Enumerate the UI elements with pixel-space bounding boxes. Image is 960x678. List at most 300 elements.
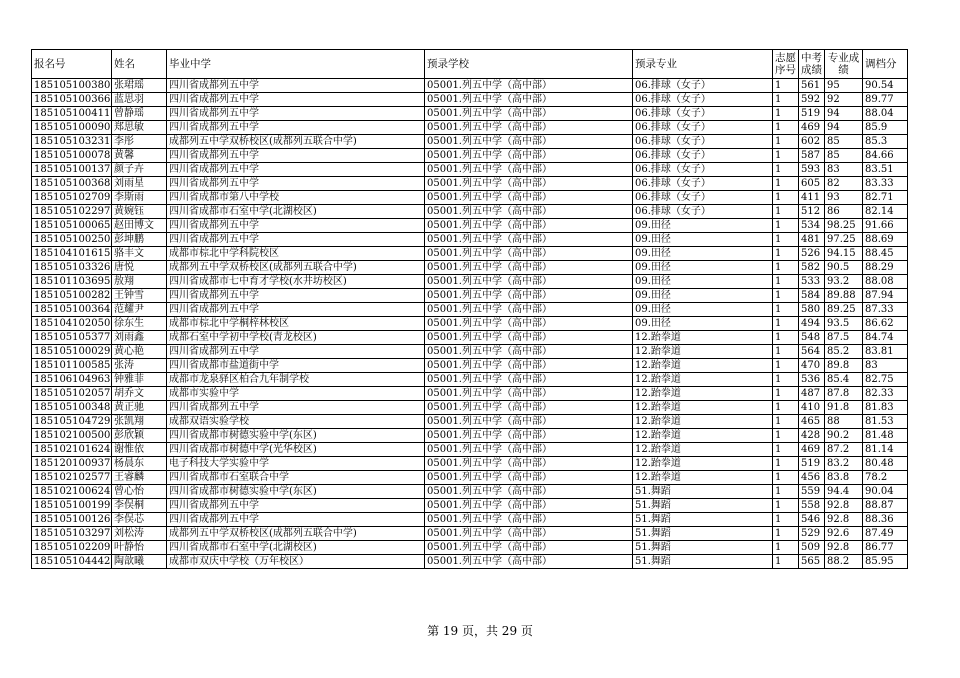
cell-name: 王睿麟 bbox=[112, 471, 167, 485]
cell-final-score: 86.62 bbox=[863, 317, 908, 331]
cell-graduated-school: 成都市实验中学 bbox=[167, 387, 425, 401]
cell-admitted-major: 09.田径 bbox=[633, 317, 773, 331]
cell-exam-score: 602 bbox=[799, 135, 825, 149]
cell-final-score: 82.71 bbox=[863, 191, 908, 205]
cell-admitted-major: 06.排球（女子） bbox=[633, 79, 773, 93]
cell-choice-no: 1 bbox=[773, 219, 799, 233]
cell-admitted-school: 05001.列五中学（高中部） bbox=[425, 205, 633, 219]
cell-admitted-school: 05001.列五中学（高中部） bbox=[425, 219, 633, 233]
cell-final-score: 81.14 bbox=[863, 443, 908, 457]
cell-final-score: 88.69 bbox=[863, 233, 908, 247]
cell-exam-score: 519 bbox=[799, 457, 825, 471]
cell-admitted-school: 05001.列五中学（高中部） bbox=[425, 79, 633, 93]
cell-choice-no: 1 bbox=[773, 373, 799, 387]
cell-choice-no: 1 bbox=[773, 471, 799, 485]
cell-final-score: 82.75 bbox=[863, 373, 908, 387]
cell-registration-no: 185105103326 bbox=[32, 261, 112, 275]
table-row bbox=[32, 289, 908, 303]
cell-major-score: 94.4 bbox=[825, 485, 863, 499]
table-row bbox=[32, 401, 908, 415]
cell-name: 黄婉钰 bbox=[112, 205, 167, 219]
cell-admitted-school: 05001.列五中学（高中部） bbox=[425, 135, 633, 149]
cell-major-score: 92.8 bbox=[825, 499, 863, 513]
table-row bbox=[32, 471, 908, 485]
cell-exam-score: 582 bbox=[799, 261, 825, 275]
cell-admitted-major: 12.跆拳道 bbox=[633, 331, 773, 345]
cell-exam-score: 564 bbox=[799, 345, 825, 359]
cell-admitted-school: 05001.列五中学（高中部） bbox=[425, 513, 633, 527]
cell-admitted-major: 06.排球（女子） bbox=[633, 135, 773, 149]
cell-registration-no: 185101100585 bbox=[32, 359, 112, 373]
cell-name: 谢惟依 bbox=[112, 443, 167, 457]
header-choice-no: 志愿序号 bbox=[773, 50, 799, 79]
cell-major-score: 83 bbox=[825, 163, 863, 177]
cell-admitted-school: 05001.列五中学（高中部） bbox=[425, 247, 633, 261]
cell-choice-no: 1 bbox=[773, 499, 799, 513]
cell-admitted-school: 05001.列五中学（高中部） bbox=[425, 331, 633, 345]
table-row bbox=[32, 121, 908, 135]
cell-graduated-school: 成都石室中学初中学校(青龙校区) bbox=[167, 331, 425, 345]
cell-exam-score: 559 bbox=[799, 485, 825, 499]
cell-registration-no: 185106104963 bbox=[32, 373, 112, 387]
cell-admitted-major: 09.田径 bbox=[633, 275, 773, 289]
table-body bbox=[32, 79, 908, 569]
cell-graduated-school: 四川省成都列五中学 bbox=[167, 79, 425, 93]
cell-admitted-school: 05001.列五中学（高中部） bbox=[425, 555, 633, 569]
cell-name: 张珺瑶 bbox=[112, 79, 167, 93]
cell-choice-no: 1 bbox=[773, 247, 799, 261]
cell-admitted-major: 12.跆拳道 bbox=[633, 429, 773, 443]
cell-choice-no: 1 bbox=[773, 317, 799, 331]
cell-registration-no: 185105100078 bbox=[32, 149, 112, 163]
cell-choice-no: 1 bbox=[773, 233, 799, 247]
cell-exam-score: 593 bbox=[799, 163, 825, 177]
cell-registration-no: 185120100937 bbox=[32, 457, 112, 471]
cell-registration-no: 185102100624 bbox=[32, 485, 112, 499]
cell-name: 张凯翔 bbox=[112, 415, 167, 429]
cell-admitted-school: 05001.列五中学（高中部） bbox=[425, 121, 633, 135]
cell-admitted-school: 05001.列五中学（高中部） bbox=[425, 345, 633, 359]
cell-admitted-major: 12.跆拳道 bbox=[633, 373, 773, 387]
cell-graduated-school: 成都市双庆中学校（万年校区） bbox=[167, 555, 425, 569]
cell-exam-score: 558 bbox=[799, 499, 825, 513]
cell-choice-no: 1 bbox=[773, 275, 799, 289]
table-row bbox=[32, 163, 908, 177]
table-row bbox=[32, 261, 908, 275]
cell-final-score: 83.33 bbox=[863, 177, 908, 191]
cell-registration-no: 185102102577 bbox=[32, 471, 112, 485]
cell-admitted-major: 12.跆拳道 bbox=[633, 387, 773, 401]
cell-major-score: 88 bbox=[825, 415, 863, 429]
cell-registration-no: 185102100500 bbox=[32, 429, 112, 443]
table-row bbox=[32, 177, 908, 191]
cell-graduated-school: 四川省成都列五中学 bbox=[167, 513, 425, 527]
cell-graduated-school: 四川省成都市树德实验中学(东区) bbox=[167, 485, 425, 499]
cell-final-score: 88.04 bbox=[863, 107, 908, 121]
table-row bbox=[32, 359, 908, 373]
cell-choice-no: 1 bbox=[773, 303, 799, 317]
cell-choice-no: 1 bbox=[773, 331, 799, 345]
cell-final-score: 87.94 bbox=[863, 289, 908, 303]
cell-admitted-school: 05001.列五中学（高中部） bbox=[425, 401, 633, 415]
cell-graduated-school: 四川省成都市石室中学(北湖校区) bbox=[167, 205, 425, 219]
cell-registration-no: 185105102297 bbox=[32, 205, 112, 219]
table-header-row bbox=[32, 50, 908, 79]
cell-major-score: 92.6 bbox=[825, 527, 863, 541]
table-row bbox=[32, 373, 908, 387]
cell-final-score: 87.49 bbox=[863, 527, 908, 541]
table-row bbox=[32, 79, 908, 93]
cell-final-score: 88.87 bbox=[863, 499, 908, 513]
admission-table bbox=[31, 49, 908, 569]
cell-admitted-school: 05001.列五中学（高中部） bbox=[425, 93, 633, 107]
cell-admitted-school: 05001.列五中学（高中部） bbox=[425, 429, 633, 443]
cell-exam-score: 587 bbox=[799, 149, 825, 163]
cell-major-score: 93.2 bbox=[825, 275, 863, 289]
cell-admitted-major: 06.排球（女子） bbox=[633, 107, 773, 121]
table-row bbox=[32, 233, 908, 247]
cell-major-score: 87.5 bbox=[825, 331, 863, 345]
table-row bbox=[32, 303, 908, 317]
cell-graduated-school: 四川省成都市七中育才学校(水井坊校区) bbox=[167, 275, 425, 289]
cell-registration-no: 185105103231 bbox=[32, 135, 112, 149]
cell-exam-score: 481 bbox=[799, 233, 825, 247]
cell-registration-no: 185105100282 bbox=[32, 289, 112, 303]
cell-graduated-school: 四川省成都市第八中学校 bbox=[167, 191, 425, 205]
cell-exam-score: 526 bbox=[799, 247, 825, 261]
cell-admitted-major: 06.排球（女子） bbox=[633, 163, 773, 177]
cell-final-score: 88.36 bbox=[863, 513, 908, 527]
cell-exam-score: 565 bbox=[799, 555, 825, 569]
cell-major-score: 92 bbox=[825, 93, 863, 107]
cell-major-score: 94 bbox=[825, 121, 863, 135]
cell-choice-no: 1 bbox=[773, 149, 799, 163]
cell-admitted-school: 05001.列五中学（高中部） bbox=[425, 261, 633, 275]
cell-exam-score: 529 bbox=[799, 527, 825, 541]
cell-major-score: 87.2 bbox=[825, 443, 863, 457]
cell-name: 黄馨 bbox=[112, 149, 167, 163]
cell-registration-no: 185105103297 bbox=[32, 527, 112, 541]
cell-admitted-school: 05001.列五中学（高中部） bbox=[425, 289, 633, 303]
cell-name: 钟雅菲 bbox=[112, 373, 167, 387]
table-row bbox=[32, 527, 908, 541]
cell-admitted-major: 06.排球（女子） bbox=[633, 177, 773, 191]
table-row bbox=[32, 331, 908, 345]
cell-admitted-major: 12.跆拳道 bbox=[633, 401, 773, 415]
cell-graduated-school: 四川省成都列五中学 bbox=[167, 499, 425, 513]
cell-admitted-school: 05001.列五中学（高中部） bbox=[425, 149, 633, 163]
cell-name: 王钟雪 bbox=[112, 289, 167, 303]
cell-admitted-major: 51.舞蹈 bbox=[633, 485, 773, 499]
header-final-score: 调档分 bbox=[863, 50, 908, 79]
cell-admitted-school: 05001.列五中学（高中部） bbox=[425, 191, 633, 205]
header-admitted-school: 预录学校 bbox=[425, 50, 633, 79]
cell-registration-no: 185105100366 bbox=[32, 93, 112, 107]
cell-registration-no: 185104101615 bbox=[32, 247, 112, 261]
cell-name: 黄心艳 bbox=[112, 345, 167, 359]
cell-major-score: 85.4 bbox=[825, 373, 863, 387]
cell-major-score: 93.5 bbox=[825, 317, 863, 331]
cell-choice-no: 1 bbox=[773, 135, 799, 149]
cell-graduated-school: 四川省成都市树德中学(光华校区) bbox=[167, 443, 425, 457]
cell-graduated-school: 成都列五中学双桥校区(成都列五联合中学) bbox=[167, 135, 425, 149]
cell-registration-no: 185105100380 bbox=[32, 79, 112, 93]
cell-graduated-school: 成都市棕北中学桐梓林校区 bbox=[167, 317, 425, 331]
cell-choice-no: 1 bbox=[773, 163, 799, 177]
cell-choice-no: 1 bbox=[773, 387, 799, 401]
cell-admitted-school: 05001.列五中学（高中部） bbox=[425, 485, 633, 499]
cell-choice-no: 1 bbox=[773, 429, 799, 443]
cell-name: 刘松涛 bbox=[112, 527, 167, 541]
cell-major-score: 90.2 bbox=[825, 429, 863, 443]
cell-final-score: 81.48 bbox=[863, 429, 908, 443]
table-row bbox=[32, 149, 908, 163]
cell-admitted-school: 05001.列五中学（高中部） bbox=[425, 443, 633, 457]
table-row bbox=[32, 499, 908, 513]
header-admitted-major: 预录专业 bbox=[633, 50, 773, 79]
cell-graduated-school: 四川省成都列五中学 bbox=[167, 303, 425, 317]
cell-exam-score: 428 bbox=[799, 429, 825, 443]
cell-registration-no: 185105102709 bbox=[32, 191, 112, 205]
table-row bbox=[32, 205, 908, 219]
cell-major-score: 98.25 bbox=[825, 219, 863, 233]
cell-major-score: 89.25 bbox=[825, 303, 863, 317]
cell-major-score: 90.5 bbox=[825, 261, 863, 275]
cell-final-score: 85.9 bbox=[863, 121, 908, 135]
cell-admitted-school: 05001.列五中学（高中部） bbox=[425, 541, 633, 555]
cell-major-score: 88.2 bbox=[825, 555, 863, 569]
cell-graduated-school: 四川省成都列五中学 bbox=[167, 345, 425, 359]
cell-admitted-major: 12.跆拳道 bbox=[633, 359, 773, 373]
cell-major-score: 94 bbox=[825, 107, 863, 121]
cell-name: 刘雨鑫 bbox=[112, 331, 167, 345]
cell-registration-no: 185105100411 bbox=[32, 107, 112, 121]
cell-exam-score: 605 bbox=[799, 177, 825, 191]
cell-final-score: 82.33 bbox=[863, 387, 908, 401]
cell-major-score: 94.15 bbox=[825, 247, 863, 261]
cell-admitted-school: 05001.列五中学（高中部） bbox=[425, 527, 633, 541]
cell-registration-no: 185101103695 bbox=[32, 275, 112, 289]
cell-major-score: 85.2 bbox=[825, 345, 863, 359]
header-major-score: 专业成绩 bbox=[825, 50, 863, 79]
cell-name: 李俣芯 bbox=[112, 513, 167, 527]
cell-choice-no: 1 bbox=[773, 177, 799, 191]
cell-graduated-school: 四川省成都列五中学 bbox=[167, 121, 425, 135]
cell-major-score: 85 bbox=[825, 135, 863, 149]
cell-name: 彭欣颖 bbox=[112, 429, 167, 443]
cell-graduated-school: 成都列五中学双桥校区(成都列五联合中学) bbox=[167, 527, 425, 541]
cell-name: 叶静怡 bbox=[112, 541, 167, 555]
cell-name: 蓝思羽 bbox=[112, 93, 167, 107]
cell-admitted-major: 06.排球（女子） bbox=[633, 121, 773, 135]
cell-major-score: 89.8 bbox=[825, 359, 863, 373]
cell-name: 刘雨星 bbox=[112, 177, 167, 191]
cell-exam-score: 584 bbox=[799, 289, 825, 303]
cell-registration-no: 185105104729 bbox=[32, 415, 112, 429]
cell-name: 陶歆曦 bbox=[112, 555, 167, 569]
cell-registration-no: 185105104442 bbox=[32, 555, 112, 569]
cell-admitted-school: 05001.列五中学（高中部） bbox=[425, 415, 633, 429]
cell-admitted-major: 09.田径 bbox=[633, 289, 773, 303]
cell-final-score: 91.66 bbox=[863, 219, 908, 233]
cell-major-score: 83.8 bbox=[825, 471, 863, 485]
cell-name: 颜子卉 bbox=[112, 163, 167, 177]
cell-graduated-school: 四川省成都市盐道街中学 bbox=[167, 359, 425, 373]
header-exam-score: 中考成绩 bbox=[799, 50, 825, 79]
cell-major-score: 83.2 bbox=[825, 457, 863, 471]
cell-major-score: 89.88 bbox=[825, 289, 863, 303]
cell-exam-score: 534 bbox=[799, 219, 825, 233]
cell-graduated-school: 成都列五中学双桥校区(成都列五联合中学) bbox=[167, 261, 425, 275]
cell-admitted-major: 12.跆拳道 bbox=[633, 457, 773, 471]
table-row bbox=[32, 93, 908, 107]
cell-registration-no: 185105102057 bbox=[32, 387, 112, 401]
cell-choice-no: 1 bbox=[773, 541, 799, 555]
header-name: 姓名 bbox=[112, 50, 167, 79]
cell-exam-score: 469 bbox=[799, 443, 825, 457]
header-graduated-school: 毕业中学 bbox=[167, 50, 425, 79]
cell-exam-score: 580 bbox=[799, 303, 825, 317]
table-row bbox=[32, 317, 908, 331]
page-footer: 第 19 页，共 29 页 bbox=[427, 624, 533, 638]
table-row bbox=[32, 387, 908, 401]
cell-exam-score: 512 bbox=[799, 205, 825, 219]
cell-admitted-major: 09.田径 bbox=[633, 261, 773, 275]
cell-final-score: 78.2 bbox=[863, 471, 908, 485]
cell-major-score: 93 bbox=[825, 191, 863, 205]
cell-graduated-school: 四川省成都市树德实验中学(东区) bbox=[167, 429, 425, 443]
cell-exam-score: 469 bbox=[799, 121, 825, 135]
cell-exam-score: 509 bbox=[799, 541, 825, 555]
cell-major-score: 86 bbox=[825, 205, 863, 219]
cell-admitted-school: 05001.列五中学（高中部） bbox=[425, 233, 633, 247]
cell-graduated-school: 成都双语实验学校 bbox=[167, 415, 425, 429]
cell-admitted-major: 51.舞蹈 bbox=[633, 527, 773, 541]
cell-final-score: 88.45 bbox=[863, 247, 908, 261]
table-row bbox=[32, 219, 908, 233]
cell-choice-no: 1 bbox=[773, 513, 799, 527]
cell-exam-score: 548 bbox=[799, 331, 825, 345]
cell-final-score: 84.66 bbox=[863, 149, 908, 163]
cell-name: 彭坤鹏 bbox=[112, 233, 167, 247]
cell-exam-score: 519 bbox=[799, 107, 825, 121]
cell-graduated-school: 四川省成都列五中学 bbox=[167, 219, 425, 233]
cell-final-score: 90.54 bbox=[863, 79, 908, 93]
cell-choice-no: 1 bbox=[773, 289, 799, 303]
cell-choice-no: 1 bbox=[773, 79, 799, 93]
cell-registration-no: 185105105377 bbox=[32, 331, 112, 345]
cell-name: 骆丰文 bbox=[112, 247, 167, 261]
cell-exam-score: 546 bbox=[799, 513, 825, 527]
cell-admitted-major: 06.排球（女子） bbox=[633, 93, 773, 107]
cell-final-score: 88.08 bbox=[863, 275, 908, 289]
header-registration-no: 报名号 bbox=[32, 50, 112, 79]
cell-registration-no: 185105100126 bbox=[32, 513, 112, 527]
cell-final-score: 88.29 bbox=[863, 261, 908, 275]
cell-choice-no: 1 bbox=[773, 527, 799, 541]
cell-choice-no: 1 bbox=[773, 261, 799, 275]
cell-major-score: 85 bbox=[825, 149, 863, 163]
cell-admitted-major: 06.排球（女子） bbox=[633, 149, 773, 163]
cell-choice-no: 1 bbox=[773, 359, 799, 373]
cell-choice-no: 1 bbox=[773, 345, 799, 359]
cell-final-score: 87.33 bbox=[863, 303, 908, 317]
cell-final-score: 86.77 bbox=[863, 541, 908, 555]
cell-choice-no: 1 bbox=[773, 443, 799, 457]
table-row bbox=[32, 513, 908, 527]
cell-choice-no: 1 bbox=[773, 401, 799, 415]
cell-admitted-major: 51.舞蹈 bbox=[633, 541, 773, 555]
cell-final-score: 81.53 bbox=[863, 415, 908, 429]
table-row bbox=[32, 247, 908, 261]
table-row bbox=[32, 415, 908, 429]
cell-admitted-major: 09.田径 bbox=[633, 247, 773, 261]
cell-registration-no: 185105100090 bbox=[32, 121, 112, 135]
cell-graduated-school: 四川省成都列五中学 bbox=[167, 149, 425, 163]
cell-name: 唐悦 bbox=[112, 261, 167, 275]
cell-admitted-school: 05001.列五中学（高中部） bbox=[425, 163, 633, 177]
cell-registration-no: 185105100029 bbox=[32, 345, 112, 359]
cell-registration-no: 185105100250 bbox=[32, 233, 112, 247]
cell-exam-score: 411 bbox=[799, 191, 825, 205]
table-row bbox=[32, 555, 908, 569]
cell-graduated-school: 四川省成都市石室联合中学 bbox=[167, 471, 425, 485]
cell-name: 李俣桐 bbox=[112, 499, 167, 513]
cell-admitted-major: 06.排球（女子） bbox=[633, 191, 773, 205]
cell-name: 徐东生 bbox=[112, 317, 167, 331]
table-row bbox=[32, 107, 908, 121]
cell-choice-no: 1 bbox=[773, 205, 799, 219]
table-row bbox=[32, 345, 908, 359]
cell-registration-no: 185105102209 bbox=[32, 541, 112, 555]
cell-choice-no: 1 bbox=[773, 457, 799, 471]
cell-choice-no: 1 bbox=[773, 107, 799, 121]
cell-name: 敖翔 bbox=[112, 275, 167, 289]
cell-exam-score: 465 bbox=[799, 415, 825, 429]
cell-name: 黄正驰 bbox=[112, 401, 167, 415]
cell-choice-no: 1 bbox=[773, 121, 799, 135]
cell-admitted-school: 05001.列五中学（高中部） bbox=[425, 177, 633, 191]
cell-choice-no: 1 bbox=[773, 555, 799, 569]
cell-name: 赵田博文 bbox=[112, 219, 167, 233]
cell-final-score: 83 bbox=[863, 359, 908, 373]
cell-registration-no: 185105100364 bbox=[32, 303, 112, 317]
cell-name: 张涛 bbox=[112, 359, 167, 373]
cell-final-score: 85.95 bbox=[863, 555, 908, 569]
cell-choice-no: 1 bbox=[773, 415, 799, 429]
cell-admitted-school: 05001.列五中学（高中部） bbox=[425, 457, 633, 471]
cell-registration-no: 185104102050 bbox=[32, 317, 112, 331]
cell-exam-score: 487 bbox=[799, 387, 825, 401]
cell-choice-no: 1 bbox=[773, 485, 799, 499]
cell-graduated-school: 四川省成都列五中学 bbox=[167, 177, 425, 191]
cell-major-score: 87.8 bbox=[825, 387, 863, 401]
table-row bbox=[32, 485, 908, 499]
cell-major-score: 92.8 bbox=[825, 541, 863, 555]
cell-choice-no: 1 bbox=[773, 93, 799, 107]
cell-final-score: 83.51 bbox=[863, 163, 908, 177]
cell-admitted-school: 05001.列五中学（高中部） bbox=[425, 499, 633, 513]
cell-name: 郑思敏 bbox=[112, 121, 167, 135]
cell-registration-no: 185105100368 bbox=[32, 177, 112, 191]
cell-admitted-major: 51.舞蹈 bbox=[633, 555, 773, 569]
cell-exam-score: 592 bbox=[799, 93, 825, 107]
cell-exam-score: 410 bbox=[799, 401, 825, 415]
cell-admitted-school: 05001.列五中学（高中部） bbox=[425, 359, 633, 373]
cell-admitted-school: 05001.列五中学（高中部） bbox=[425, 387, 633, 401]
cell-graduated-school: 四川省成都列五中学 bbox=[167, 289, 425, 303]
table-row bbox=[32, 457, 908, 471]
